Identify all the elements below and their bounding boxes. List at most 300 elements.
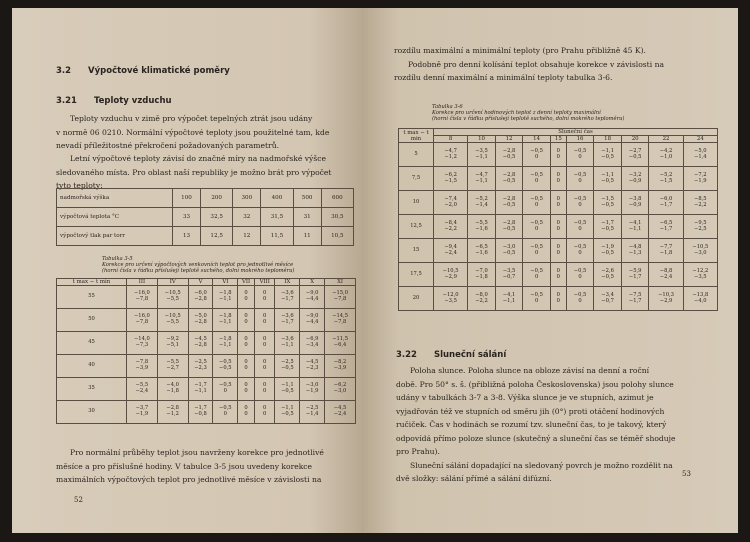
cell-value-wet: −2,2 bbox=[694, 201, 707, 208]
table-cell bbox=[550, 239, 566, 263]
cell-value-wet: −3,9 bbox=[333, 365, 347, 371]
cell-value-dry: −15,0 bbox=[332, 290, 348, 297]
cell-value-dry: −7,0 bbox=[475, 267, 488, 274]
cell-value-wet: −1,4 bbox=[305, 411, 319, 417]
text-line: Teploty vzduchu v zimě pro výpočet tepelných ztrát jsou udány bbox=[70, 114, 313, 123]
cell-value-wet: 0 bbox=[244, 388, 248, 394]
cell-value-wet: 0 bbox=[556, 249, 560, 256]
cell-value-wet: −0,5 bbox=[219, 365, 232, 371]
row-key: 15 bbox=[399, 239, 434, 263]
cell-value-dry: −1,1 bbox=[601, 147, 614, 154]
paragraph-winter bbox=[56, 112, 352, 153]
cell-value-dry: −8,5 bbox=[694, 195, 707, 202]
cell-value-wet: −3,5 bbox=[694, 273, 707, 280]
cell-value-dry: −7,5 bbox=[628, 291, 642, 298]
table-cell bbox=[683, 287, 717, 311]
table-cell: 32 bbox=[233, 208, 261, 227]
table-cell: 600 bbox=[321, 189, 353, 208]
table-cell: 400 bbox=[261, 189, 293, 208]
table-cell bbox=[275, 355, 300, 378]
cell-value-dry: −0,5 bbox=[573, 291, 587, 298]
table-cell bbox=[213, 355, 238, 378]
cell-value-dry: 0 bbox=[556, 243, 560, 250]
row-key: 35 bbox=[57, 378, 127, 401]
table-cell bbox=[213, 286, 238, 309]
cell-value-dry: 0 bbox=[244, 313, 248, 320]
cell-value-wet: 0 bbox=[556, 177, 560, 184]
cell-value-dry: −1,7 bbox=[194, 405, 207, 412]
table-cell bbox=[523, 239, 551, 263]
cell-value-dry: −16,0 bbox=[133, 313, 150, 320]
cell-value-wet: 0 bbox=[244, 411, 248, 417]
table-cell bbox=[566, 263, 594, 287]
cell-value-wet: 0 bbox=[578, 201, 582, 208]
cell-value-wet: 0 bbox=[263, 342, 267, 348]
cell-value-wet: −1,1 bbox=[628, 225, 642, 232]
caption-line: (horní čísla v řádku příslušejí teplotě suchého, dolní mokrého teploměru) bbox=[432, 116, 625, 123]
cell-value-dry: −6,0 bbox=[659, 195, 673, 202]
cell-value-wet: −1,3 bbox=[628, 249, 642, 256]
column-header: VI bbox=[213, 279, 238, 286]
text-line: Poloha slunce. Poloha slunce na obloze závisí na denní a roční bbox=[410, 366, 650, 375]
table-cell bbox=[495, 239, 523, 263]
table-cell bbox=[468, 239, 496, 263]
cell-value-wet: −3,9 bbox=[135, 365, 149, 371]
cell-value-dry: −8,8 bbox=[659, 267, 673, 274]
cell-value-dry: 0 bbox=[263, 336, 267, 343]
table-cell bbox=[621, 167, 649, 191]
cell-value-wet: −1,0 bbox=[659, 153, 673, 160]
cell-value-dry: −0,5 bbox=[530, 243, 543, 250]
table-cell bbox=[434, 191, 468, 215]
cell-value-wet: −6,4 bbox=[333, 342, 347, 348]
cell-value-wet: 0 bbox=[244, 296, 248, 302]
cell-value-dry: −3,0 bbox=[502, 243, 516, 250]
cell-value-dry: −4,2 bbox=[659, 147, 673, 154]
table-cell bbox=[495, 263, 523, 287]
table-cell bbox=[649, 167, 683, 191]
hour-header: 10 bbox=[468, 136, 496, 143]
table-cell bbox=[566, 143, 594, 167]
cell-value-dry: −0,5 bbox=[530, 147, 543, 154]
subsection-title: Teploty vzduchu bbox=[93, 96, 172, 106]
cell-value-wet: −3,0 bbox=[333, 388, 347, 394]
cell-value-wet: −1,7 bbox=[659, 225, 673, 232]
cell-value-dry: −1,1 bbox=[281, 382, 294, 389]
cell-value-wet: 0 bbox=[534, 225, 539, 232]
cell-value-wet: −0,8 bbox=[194, 411, 207, 417]
cell-value-wet: −2,2 bbox=[444, 225, 457, 232]
row-key: 50 bbox=[57, 309, 127, 332]
cell-value-dry: −5,0 bbox=[194, 313, 207, 320]
cell-value-dry: −14,5 bbox=[332, 313, 348, 320]
table-cell bbox=[523, 191, 551, 215]
cell-value-dry: −8,0 bbox=[475, 291, 488, 298]
text-line: maximálních výpočtových teplot pro jednotlivé měsíce v závislosti na bbox=[56, 475, 322, 484]
cell-value-dry: −7,4 bbox=[444, 195, 457, 202]
row-key: 7,5 bbox=[399, 167, 434, 191]
row-key: 10 bbox=[399, 191, 434, 215]
cell-value-wet: 0 bbox=[578, 177, 582, 184]
row-label: výpočtová teplota °C bbox=[57, 208, 173, 227]
table-cell bbox=[254, 286, 275, 309]
cell-value-dry: −0,5 bbox=[530, 195, 543, 202]
caption-title: Tabulka 3-5 bbox=[102, 256, 133, 262]
cell-value-dry: −4,5 bbox=[305, 359, 319, 366]
cell-value-dry: 0 bbox=[244, 382, 248, 389]
cell-value-wet: −1,1 bbox=[502, 297, 516, 304]
table-cell bbox=[300, 378, 325, 401]
table-cell: 300 bbox=[233, 189, 261, 208]
column-header: XI bbox=[325, 279, 356, 286]
cell-value-dry: −0,5 bbox=[573, 267, 587, 274]
subsection-heading bbox=[396, 350, 506, 360]
cell-value-wet: −1,5 bbox=[659, 177, 673, 184]
cell-value-dry: −0,5 bbox=[219, 359, 232, 366]
hour-header: 20 bbox=[621, 136, 649, 143]
text-line: rozdílu denní maximální a minimální teploty tabulka 3-6. bbox=[394, 73, 613, 82]
cell-value-dry: −5,2 bbox=[475, 195, 488, 202]
hour-header: 24 bbox=[683, 136, 717, 143]
cell-value-dry: −11,5 bbox=[332, 336, 348, 343]
table-cell bbox=[300, 309, 325, 332]
table-cell bbox=[523, 143, 551, 167]
text-line: měsíce a pro příslušné hodiny. V tabulce 3-5 jsou uvedeny korekce bbox=[56, 461, 313, 471]
table-cell bbox=[566, 215, 594, 239]
table-cell bbox=[594, 167, 622, 191]
cell-value-wet: −1,8 bbox=[166, 388, 179, 394]
row-key: 5 bbox=[399, 143, 434, 167]
cell-value-wet: 0 bbox=[223, 411, 227, 417]
paragraph-sun-position bbox=[396, 364, 716, 486]
table-cell: 13 bbox=[173, 227, 201, 246]
cell-value-wet: 0 bbox=[534, 249, 539, 256]
cell-value-dry: −4,5 bbox=[333, 405, 347, 412]
table-cell bbox=[254, 378, 275, 401]
cell-value-wet: 0 bbox=[578, 225, 582, 232]
cell-value-wet: −1,1 bbox=[281, 342, 294, 348]
table-cell bbox=[468, 263, 496, 287]
cell-value-dry: −1,7 bbox=[601, 219, 614, 226]
table-cell bbox=[566, 287, 594, 311]
table-cell bbox=[238, 355, 255, 378]
cell-value-wet: −1,1 bbox=[475, 153, 488, 160]
cell-value-wet: −2,4 bbox=[333, 411, 347, 417]
table-cell bbox=[434, 167, 468, 191]
text-line: Podobně pro denní kolísání teplot obsahuje korekce v závislosti na bbox=[408, 59, 664, 69]
cell-value-wet: −5,5 bbox=[166, 319, 179, 325]
table-cell bbox=[683, 143, 717, 167]
table-cell bbox=[523, 215, 551, 239]
cell-value-dry: −6,9 bbox=[305, 336, 319, 343]
table-cell bbox=[325, 355, 356, 378]
cell-value-dry: −10,3 bbox=[658, 291, 674, 298]
paragraph-corrections bbox=[56, 446, 352, 487]
cell-value-wet: −2,9 bbox=[444, 273, 457, 280]
cell-value-wet: −2,3 bbox=[194, 365, 207, 371]
paragraph-summer bbox=[56, 152, 352, 193]
table-cell bbox=[550, 167, 566, 191]
text-line: vyjadřován též ve stupních od směru jih (0°) proti otáčení hodinových bbox=[396, 406, 665, 416]
cell-value-wet: −4,4 bbox=[305, 319, 319, 325]
cell-value-wet: 0 bbox=[578, 249, 582, 256]
cell-value-wet: −4,0 bbox=[694, 297, 707, 304]
cell-value-wet: 0 bbox=[578, 297, 582, 304]
cell-value-wet: 0 bbox=[263, 365, 267, 371]
table-row bbox=[399, 215, 718, 239]
cell-value-wet: 0 bbox=[556, 297, 560, 304]
table-cell bbox=[157, 286, 188, 309]
cell-value-dry: −3,5 bbox=[502, 267, 516, 274]
table-cell bbox=[468, 215, 496, 239]
table-cell bbox=[621, 143, 649, 167]
table-cell bbox=[157, 378, 188, 401]
table-cell bbox=[325, 309, 356, 332]
cell-value-dry: 0 bbox=[244, 405, 248, 412]
table-cell bbox=[213, 401, 238, 424]
table-cell bbox=[275, 286, 300, 309]
table-cell bbox=[495, 143, 523, 167]
table-cell bbox=[468, 287, 496, 311]
page-number: 53 bbox=[682, 470, 691, 478]
cell-value-wet: −0,5 bbox=[601, 177, 614, 184]
table-header-row bbox=[399, 136, 718, 143]
table-cell bbox=[157, 401, 188, 424]
cell-value-wet: −1,4 bbox=[694, 153, 707, 160]
table-cell: 11 bbox=[293, 227, 321, 246]
table-cell bbox=[621, 263, 649, 287]
right-page bbox=[362, 8, 738, 533]
table-cell bbox=[213, 309, 238, 332]
cell-value-dry: −9,0 bbox=[305, 290, 319, 297]
table-cell bbox=[649, 287, 683, 311]
table-cell bbox=[126, 401, 157, 424]
table-cell bbox=[254, 309, 275, 332]
table-row bbox=[399, 239, 718, 263]
cell-value-dry: −5,9 bbox=[628, 267, 642, 274]
cell-value-dry: 0 bbox=[244, 336, 248, 343]
table-row bbox=[399, 263, 718, 287]
cell-value-dry: −6,0 bbox=[194, 290, 207, 297]
cell-value-dry: −6,2 bbox=[444, 171, 457, 178]
cell-value-wet: −1,4 bbox=[475, 201, 488, 208]
cell-value-wet: 0 bbox=[263, 296, 267, 302]
table-cell: 12 bbox=[233, 227, 261, 246]
cell-value-dry: −7,8 bbox=[135, 359, 149, 366]
row-label: nadmořská výška bbox=[57, 189, 173, 208]
table-row bbox=[399, 143, 718, 167]
cell-value-dry: −10,5 bbox=[164, 290, 181, 297]
table-row bbox=[57, 355, 356, 378]
table-cell bbox=[254, 401, 275, 424]
cell-value-dry: −2,6 bbox=[601, 267, 614, 274]
table-caption-3-5 bbox=[102, 256, 342, 275]
table-cell bbox=[238, 401, 255, 424]
cell-value-dry: 0 bbox=[556, 171, 560, 178]
caption-line: (horní čísla v řádku příslušejí teplotě suchého, dolní mokrého teploměru) bbox=[102, 268, 295, 275]
cell-value-wet: −1,1 bbox=[475, 177, 488, 184]
cell-value-dry: −3,6 bbox=[281, 290, 294, 297]
table-cell bbox=[434, 239, 468, 263]
cell-value-dry: −10,5 bbox=[442, 267, 459, 274]
cell-value-dry: −4,8 bbox=[628, 243, 642, 250]
table-cell bbox=[495, 167, 523, 191]
cell-value-wet: −2,8 bbox=[194, 342, 207, 348]
cell-value-dry: −2,8 bbox=[166, 405, 179, 412]
cell-value-wet: −0,5 bbox=[601, 273, 614, 280]
cell-value-dry: −1,7 bbox=[194, 382, 207, 389]
cell-value-dry: −0,5 bbox=[573, 171, 587, 178]
table-cell bbox=[566, 167, 594, 191]
cell-value-wet: −1,7 bbox=[281, 319, 294, 325]
table-cell bbox=[594, 239, 622, 263]
cell-value-dry: −3,4 bbox=[601, 291, 614, 298]
table-cell bbox=[300, 401, 325, 424]
table-cell bbox=[649, 191, 683, 215]
cell-value-wet: −2,5 bbox=[694, 225, 707, 232]
cell-value-dry: 0 bbox=[556, 267, 560, 274]
cell-value-wet: 0 bbox=[556, 273, 560, 280]
text-line: tyto teploty: bbox=[56, 181, 103, 190]
text-line: ručiček. Čas v hodinách se rozumí tzv. sluneční čas, to je takový, který bbox=[396, 420, 667, 429]
table-cell bbox=[468, 143, 496, 167]
hour-header: 18 bbox=[594, 136, 622, 143]
cell-value-dry: −9,2 bbox=[166, 336, 179, 343]
caption-line: Korekce pro určení výpočtových venkovních teplot pro jednotlivé měsíce bbox=[102, 262, 294, 269]
cell-value-dry: −10,5 bbox=[692, 243, 709, 250]
table-row bbox=[399, 287, 718, 311]
cell-value-wet: −2,4 bbox=[444, 249, 457, 256]
cell-value-dry: 0 bbox=[263, 313, 267, 320]
hour-header: 12 bbox=[495, 136, 523, 143]
cell-value-wet: −1,9 bbox=[694, 177, 707, 184]
cell-value-wet: 0 bbox=[263, 411, 267, 417]
text-line: dvě složky: sálání přímé a sálání difúzní. bbox=[396, 474, 552, 483]
cell-value-wet: −4,4 bbox=[305, 296, 319, 302]
cell-value-dry: −8,4 bbox=[444, 219, 457, 226]
table-cell bbox=[550, 215, 566, 239]
table-cell bbox=[594, 263, 622, 287]
cell-value-dry: −0,5 bbox=[530, 291, 543, 298]
table-cell: 12,5 bbox=[201, 227, 233, 246]
table-row bbox=[399, 167, 718, 191]
cell-value-dry: −3,7 bbox=[135, 405, 149, 412]
cell-value-dry: −6,5 bbox=[475, 243, 488, 250]
table-cell bbox=[566, 239, 594, 263]
table-cell bbox=[550, 263, 566, 287]
table-row bbox=[57, 286, 356, 309]
cell-value-wet: −1,7 bbox=[281, 296, 294, 302]
cell-value-dry: −7,7 bbox=[659, 243, 673, 250]
cell-value-wet: −2,4 bbox=[135, 388, 149, 394]
cell-value-dry: −16,0 bbox=[133, 290, 150, 297]
cell-value-dry: −6,5 bbox=[659, 219, 673, 226]
cell-value-wet: 0 bbox=[244, 319, 248, 325]
cell-value-wet: 0 bbox=[578, 273, 582, 280]
column-header: t max − t min bbox=[57, 279, 127, 286]
table-row bbox=[57, 401, 356, 424]
cell-value-dry: 0 bbox=[263, 405, 267, 412]
table-cell bbox=[126, 286, 157, 309]
section-number: 3.2 bbox=[56, 66, 72, 76]
cell-value-dry: −5,2 bbox=[659, 171, 673, 178]
hour-header: 22 bbox=[649, 136, 683, 143]
column-header: V bbox=[188, 279, 213, 286]
cell-value-dry: −2,5 bbox=[281, 359, 294, 366]
cell-value-wet: −1,8 bbox=[475, 273, 488, 280]
text-line: Letní výpočtové teploty závisí do značné míry na nadmořské výšce bbox=[70, 154, 326, 163]
row-key: 30 bbox=[57, 401, 127, 424]
table-cell bbox=[550, 287, 566, 311]
table-row bbox=[57, 189, 354, 208]
text-line: sledovaného místa. Pro oblast naší republiky je možno brát pro výpočet bbox=[56, 167, 332, 177]
hour-header: 16 bbox=[566, 136, 594, 143]
cell-value-dry: −3,2 bbox=[628, 171, 642, 178]
cell-value-dry: 0 bbox=[244, 290, 248, 297]
cell-value-wet: −0,5 bbox=[502, 249, 516, 256]
cell-value-dry: 0 bbox=[556, 291, 560, 298]
text-line: Sluneční sálání dopadající na sledovaný povrch je možno rozdělit na bbox=[410, 460, 673, 470]
table-cell bbox=[621, 239, 649, 263]
cell-value-wet: 0 bbox=[244, 342, 248, 348]
table-cell bbox=[213, 332, 238, 355]
table-cell bbox=[594, 191, 622, 215]
table-cell bbox=[468, 191, 496, 215]
subsection-title: Sluneční sálání bbox=[433, 350, 507, 360]
table-cell bbox=[550, 191, 566, 215]
table-cell bbox=[188, 401, 213, 424]
cell-value-wet: −0,5 bbox=[628, 153, 642, 160]
monthly-correction-table bbox=[56, 278, 356, 424]
table-cell bbox=[213, 378, 238, 401]
table-group-row bbox=[399, 129, 718, 136]
cell-value-wet: 0 bbox=[556, 201, 560, 208]
table-cell bbox=[523, 263, 551, 287]
column-header: X bbox=[300, 279, 325, 286]
table-cell bbox=[434, 215, 468, 239]
row-key: 40 bbox=[57, 355, 127, 378]
cell-value-dry: −3,8 bbox=[628, 195, 642, 202]
text-line: v normě 06 0210. Normální výpočtové teploty jsou použitelné tam, kde bbox=[56, 127, 330, 137]
text-line: rozdílu maximální a minimální teploty (pro Prahu přibližně 45 K). bbox=[394, 46, 646, 55]
text-line: Pro normální průběhy teplot jsou navrženy korekce pro jednotlivé bbox=[70, 448, 324, 457]
cell-value-wet: −7,8 bbox=[135, 296, 149, 302]
cell-value-dry: −0,5 bbox=[573, 195, 587, 202]
row-key: 12,5 bbox=[399, 215, 434, 239]
cell-value-wet: −1,5 bbox=[444, 177, 457, 184]
hour-header: 14 bbox=[523, 136, 551, 143]
table-cell bbox=[126, 332, 157, 355]
cell-value-wet: 0 bbox=[534, 201, 539, 208]
cell-value-dry: −13,8 bbox=[692, 291, 709, 298]
table-cell bbox=[649, 239, 683, 263]
table-cell bbox=[325, 286, 356, 309]
text-line: odpovídá přímo poloze slunce (skutečný a sluneční čas se téměř shoduje bbox=[396, 433, 676, 443]
cell-value-dry: −10,5 bbox=[164, 313, 181, 320]
row-key: 55 bbox=[57, 286, 127, 309]
cell-value-wet: −0,9 bbox=[628, 177, 642, 184]
table-row bbox=[57, 332, 356, 355]
table-cell bbox=[649, 143, 683, 167]
cell-value-wet: −0,5 bbox=[601, 201, 614, 208]
table-cell bbox=[300, 286, 325, 309]
table-cell bbox=[275, 309, 300, 332]
cell-value-dry: 0 bbox=[263, 382, 267, 389]
table-cell: 100 bbox=[173, 189, 201, 208]
cell-value-dry: 0 bbox=[556, 147, 560, 154]
table-cell bbox=[188, 332, 213, 355]
table-cell: 31 bbox=[293, 208, 321, 227]
